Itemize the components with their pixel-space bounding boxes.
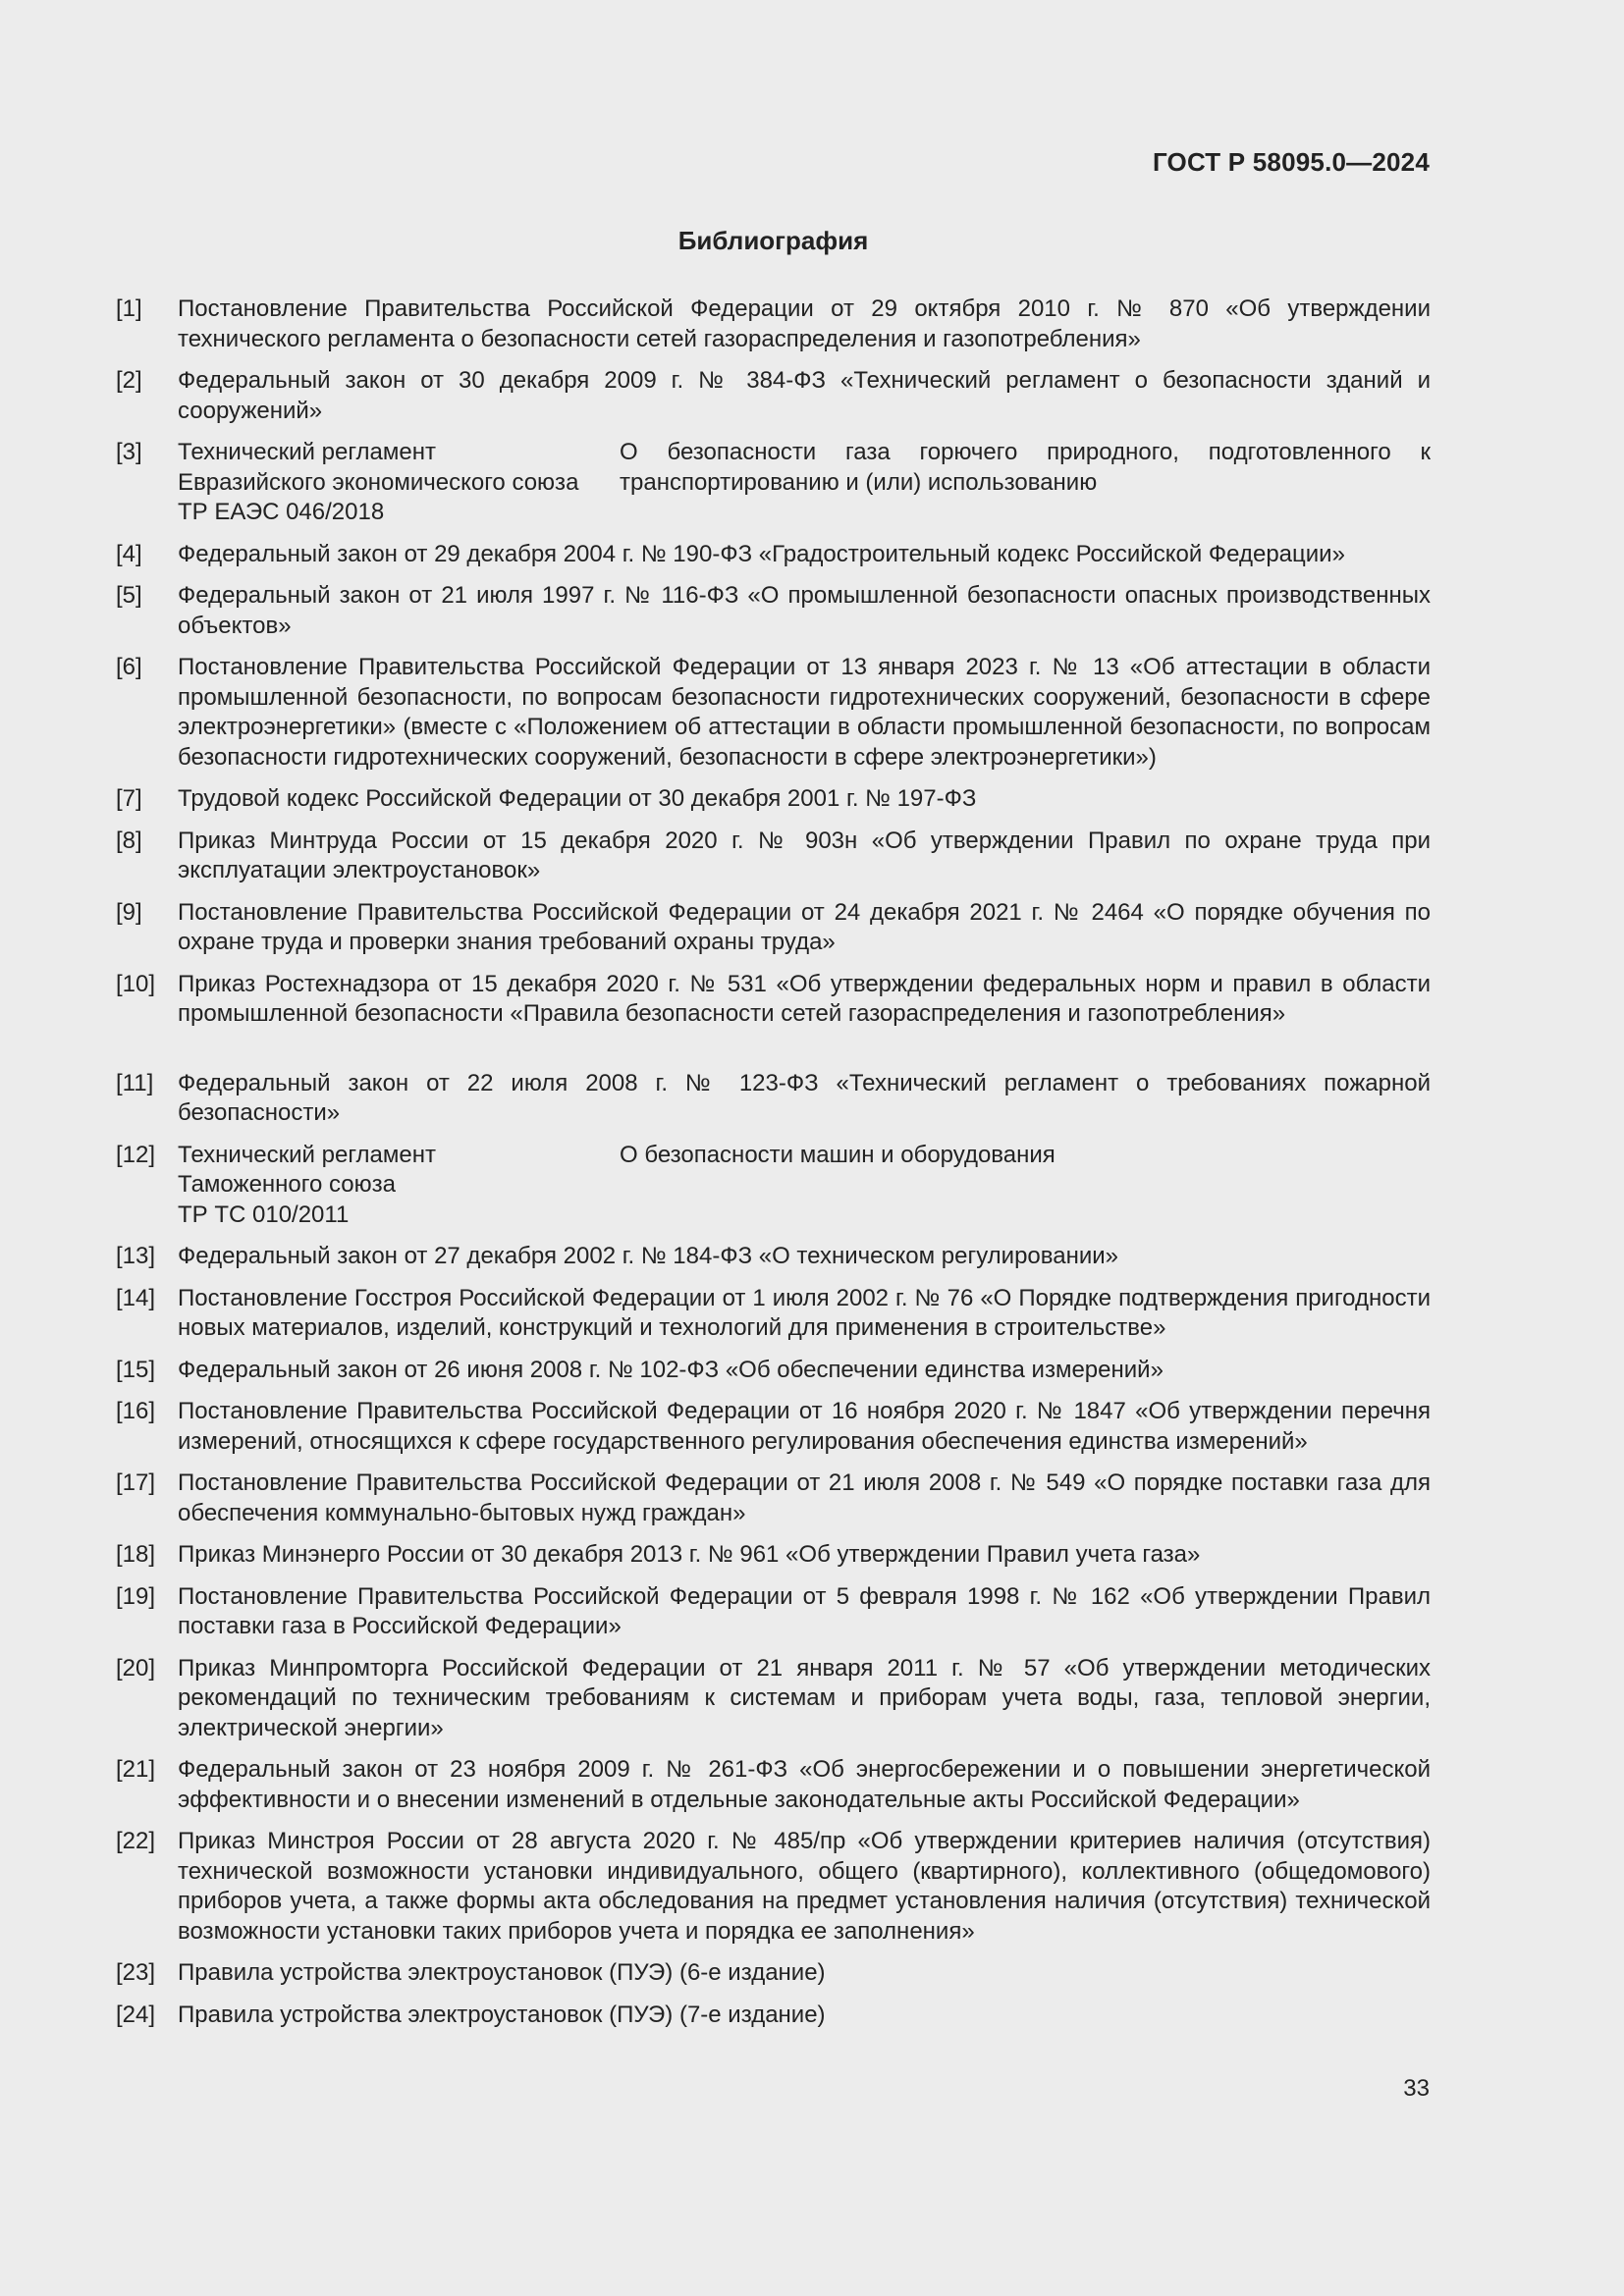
entry-number: [14]: [116, 1284, 156, 1311]
bibliography-entry: [116, 1242, 1431, 1272]
entry-number: [20]: [116, 1654, 156, 1682]
entry-number: [12]: [116, 1141, 156, 1168]
entry-number: [13]: [116, 1243, 156, 1269]
bibliography-entry: [116, 1827, 1431, 1947]
entry-text: Трудовой кодекс Российской Федерации от 30 декабря 2001 г. № 197-ФЗ: [178, 785, 977, 812]
bibliography-entry: [116, 1755, 1431, 1815]
regulation-line: Технический регламент: [178, 1141, 436, 1168]
regulation-designation: [178, 438, 620, 528]
entry-text: Приказ Ростехнадзора от 15 декабря 2020 г. № 531 «Об утверждении федеральных норм и правил в области промышленной безопасности «Правила безопасности сетей газораспределения и газопотребления»: [178, 970, 1431, 1027]
bibliography-entry: [116, 970, 1431, 1030]
bibliography-entry: [116, 653, 1431, 773]
entry-number: [16]: [116, 1398, 156, 1424]
bibliography-entry: [116, 898, 1431, 958]
bibliography-entry: [116, 1069, 1431, 1129]
regulation-line: Евразийского экономического союза: [178, 468, 579, 496]
bibliography-entry: [116, 1141, 1431, 1231]
entry-text: Правила устройства электроустановок (ПУЭ) (7-е издание): [178, 2001, 826, 2028]
regulation-line: ТР ЕАЭС 046/2018: [178, 499, 385, 525]
bibliography-entry: [116, 1468, 1431, 1528]
regulation-title: О безопасности машин и оборудования: [620, 1141, 1056, 1168]
entry-text: Федеральный закон от 30 декабря 2009 г. № 384-ФЗ «Технический регламент о безопасности зданий и сооружений»: [178, 367, 1431, 424]
entry-text: Постановление Правительства Российской Федерации от 16 ноября 2020 г. № 1847 «Об утверждении перечня измерений, относящихся к сфере государственного регулирования обеспечения единства измерений»: [178, 1398, 1431, 1455]
bibliography-list: [116, 294, 1431, 2042]
entry-number: [9]: [116, 898, 142, 926]
entry-number: [19]: [116, 1582, 156, 1610]
regulation-line: ТР ТС 010/2011: [178, 1201, 350, 1228]
entry-number: [18]: [116, 1541, 156, 1568]
entry-number: [23]: [116, 1959, 156, 1986]
entry-number: [2]: [116, 367, 142, 394]
bibliography-entry: [116, 1654, 1431, 1744]
entry-text: Постановление Правительства Российской Федерации от 21 июля 2008 г. № 549 «О порядке поставки газа для обеспечения коммунально-бытовых нужд граждан»: [178, 1469, 1431, 1526]
bibliography-entry: [116, 1284, 1431, 1344]
regulation-title: О безопасности газа горючего природного, подготовленного к транспортированию и (или) использованию: [620, 439, 1431, 496]
bibliography-entry: [116, 2001, 1431, 2031]
entry-number: [24]: [116, 2001, 156, 2028]
entry-text: Федеральный закон от 22 июля 2008 г. № 123-ФЗ «Технический регламент о требованиях пожарной безопасности»: [178, 1069, 1431, 1126]
entry-number: [6]: [116, 654, 142, 680]
entry-text: Правила устройства электроустановок (ПУЭ) (6-е издание): [178, 1959, 826, 1986]
entry-number: [22]: [116, 1828, 156, 1854]
bibliography-entry: [116, 1356, 1431, 1386]
entry-text: Приказ Минстроя России от 28 августа 2020 г. № 485/пр «Об утверждении критериев наличия (отсутствия) технической возможности установки индивидуального, общего (квартирного), коллективного (общедомового) приборов учета, а также формы акта обследования на предмет установления наличия (отсутствия) технической возможности установки таких приборов учета и порядка ее заполнения»: [178, 1828, 1431, 1945]
bibliography-entry: [116, 294, 1431, 354]
entry-number: [17]: [116, 1469, 156, 1496]
entry-text: Федеральный закон от 26 июня 2008 г. № 102-ФЗ «Об обеспечении единства измерений»: [178, 1356, 1164, 1383]
bibliography-entry: [116, 1958, 1431, 1989]
regulation-line: Таможенного союза: [178, 1171, 396, 1198]
document-code: ГОСТ Р 58095.0—2024: [1152, 147, 1430, 177]
bibliography-entry: [116, 581, 1431, 641]
entry-number: [11]: [116, 1069, 154, 1096]
entry-text: Приказ Минпромторга Российской Федерации от 21 января 2011 г. № 57 «Об утверждении методических рекомендаций по техническим требованиям к системам и приборам учета воды, газа, тепловой энергии, электрической энергии»: [178, 1654, 1431, 1741]
entry-text: Постановление Правительства Российской Федерации от 13 января 2023 г. № 13 «Об аттестации в области промышленной безопасности, по вопросам безопасности гидротехнических сооружений, безопасности в сфере электроэнергетики» (вместе с «Положением об аттестации в области промышленной безопасности, по вопросам безопасности гидротехнических сооружений, безопасности в сфере электроэнергетики»): [178, 654, 1431, 771]
bibliography-entry: [116, 540, 1431, 570]
bibliography-entry: [116, 784, 1431, 815]
regulation-designation: [178, 1141, 620, 1231]
regulation-entry: [178, 1141, 1431, 1231]
entry-number: [5]: [116, 582, 142, 609]
entry-text: Постановление Госстроя Российской Федерации от 1 июля 2002 г. № 76 «О Порядке подтверждения пригодности новых материалов, изделий, конструкций и технологий для применения в строительстве»: [178, 1284, 1431, 1341]
entry-number: [4]: [116, 540, 142, 567]
entry-text: Федеральный закон от 29 декабря 2004 г. № 190-ФЗ «Градостроительный кодекс Российской Федерации»: [178, 540, 1345, 567]
entry-number: [3]: [116, 439, 142, 465]
bibliography-entry: [116, 827, 1431, 886]
entry-text: Постановление Правительства Российской Федерации от 24 декабря 2021 г. № 2464 «О порядке обучения по охране труда и проверки знания требований охраны труда»: [178, 898, 1431, 955]
regulation-line: Технический регламент: [178, 439, 436, 465]
bibliography-entry: [116, 1540, 1431, 1571]
bibliography-entry: [116, 1397, 1431, 1457]
entry-text: Приказ Минэнерго России от 30 декабря 2013 г. № 961 «Об утверждении Правил учета газа»: [178, 1541, 1201, 1568]
entry-text: Постановление Правительства Российской Федерации от 5 февраля 1998 г. № 162 «Об утверждении Правил поставки газа в Российской Федерации»: [178, 1582, 1431, 1639]
entry-number: [15]: [116, 1356, 156, 1383]
entry-number: [21]: [116, 1756, 156, 1783]
entry-number: [1]: [116, 295, 142, 322]
entry-number: [7]: [116, 785, 142, 812]
entry-text: Постановление Правительства Российской Федерации от 29 октября 2010 г. № 870 «Об утверждении технического регламента о безопасности сетей газораспределения и газопотребления»: [178, 295, 1431, 352]
page-number: 33: [1403, 2075, 1430, 2102]
bibliography-entry: [116, 1582, 1431, 1642]
entry-number: [10]: [116, 970, 156, 997]
entry-text: Федеральный закон от 23 ноября 2009 г. № 261-ФЗ «Об энергосбережении и о повышении энергетической эффективности и о внесении изменений в отдельные законодательные акты Российской Федерации»: [178, 1756, 1431, 1813]
entry-text: Приказ Минтруда России от 15 декабря 2020 г. № 903н «Об утверждении Правил по охране труда при эксплуатации электроустановок»: [178, 827, 1431, 883]
entry-number: [8]: [116, 827, 142, 854]
entry-text: Федеральный закон от 21 июля 1997 г. № 116-ФЗ «О промышленной безопасности опасных производственных объектов»: [178, 582, 1431, 639]
page-title: Библиография: [677, 226, 869, 255]
regulation-entry: [178, 438, 1431, 528]
entry-text: Федеральный закон от 27 декабря 2002 г. № 184-ФЗ «О техническом регулировании»: [178, 1243, 1119, 1269]
bibliography-entry: [116, 366, 1431, 426]
bibliography-entry: [116, 438, 1431, 528]
